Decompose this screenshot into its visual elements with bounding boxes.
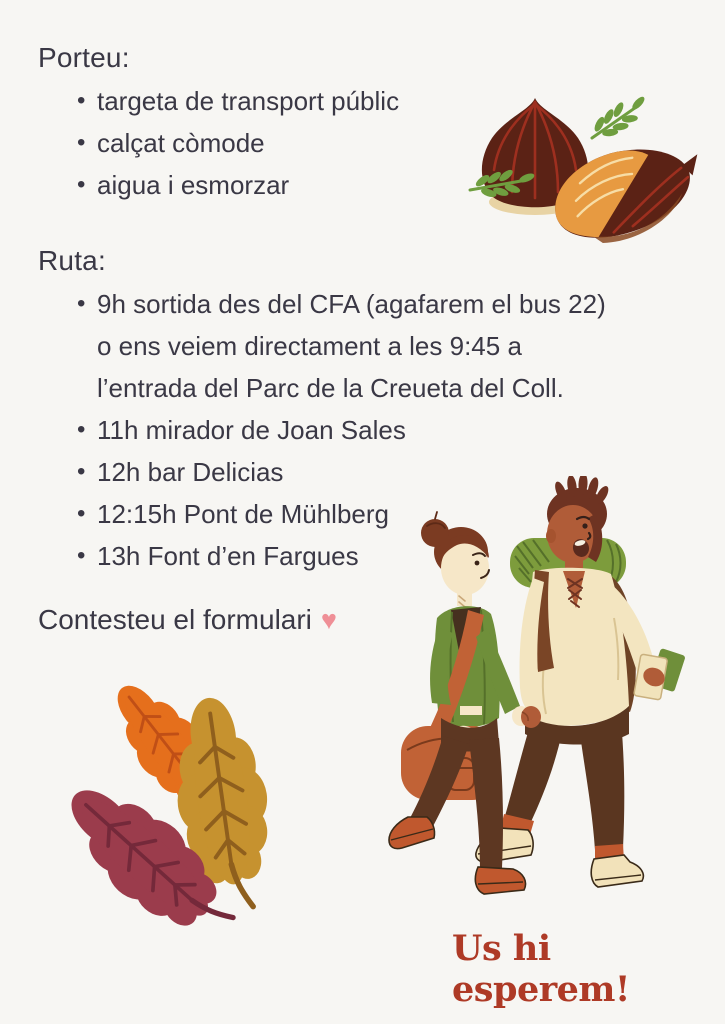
- list-item: • 12h bar Delicias: [77, 451, 606, 493]
- form-note: [38, 604, 337, 636]
- list-item-line: o ens veiem directament a les 9:45 a: [97, 331, 522, 361]
- form-note-text: Contesteu el formulari: [38, 604, 312, 635]
- list-item: • calçat còmode: [77, 122, 399, 164]
- list-item: • targeta de transport públic: [77, 80, 399, 122]
- list-item: [77, 283, 606, 409]
- closing-text: Us hi esperem!: [452, 928, 630, 1010]
- list-item-line: l’entrada del Parc de la Creueta del Coll.: [97, 373, 564, 403]
- hikers-illustration: [383, 476, 725, 928]
- leaf-sprig: [583, 88, 654, 150]
- ruta-heading: Ruta:: [38, 245, 106, 276]
- porteu-heading: Porteu:: [38, 42, 130, 73]
- autumn-leaves-illustration: [52, 676, 342, 951]
- list-item: • 11h mirador de Joan Sales: [77, 409, 606, 451]
- list-item: • 13h Font d’en Fargues: [77, 535, 606, 577]
- list-item-line: • 9h sortida des del CFA (agafarem el bus 22): [97, 289, 606, 319]
- list-item: • 12:15h Pont de Mühlberg: [77, 493, 606, 535]
- porteu-list: [77, 80, 399, 206]
- chestnuts-illustration: [462, 86, 712, 261]
- heart-icon: ♥: [320, 604, 337, 635]
- list-item: • aigua i esmorzar: [77, 164, 399, 206]
